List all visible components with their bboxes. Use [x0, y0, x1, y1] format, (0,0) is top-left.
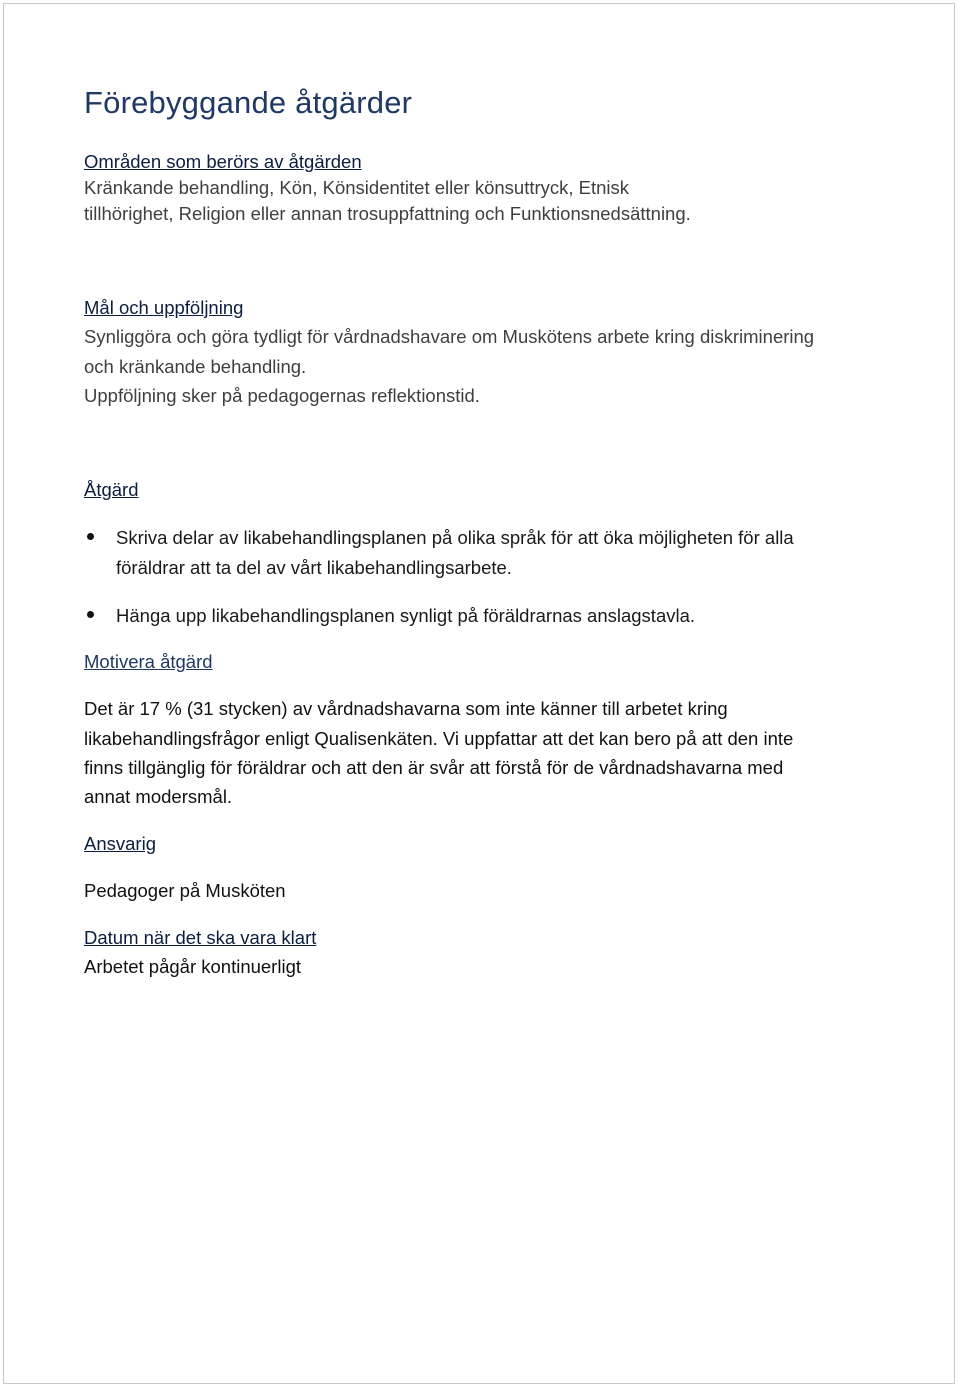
motivera-line-1: Det är 17 % (31 stycken) av vårdnadshavarna som inte känner till arbetet kring — [84, 698, 728, 719]
page-title: Förebyggande åtgärder — [84, 85, 413, 120]
omraden-line-1: Kränkande behandling, Kön, Könsidentitet eller könsuttryck, Etnisk — [84, 177, 630, 198]
section-heading-datum: Datum när det ska vara klart — [84, 927, 317, 948]
section-heading-mal: Mål och uppföljning — [84, 297, 244, 318]
atgard-item-1-line-1: Skriva delar av likabehandlingsplanen på olika språk för att öka möjligheten för alla — [116, 527, 794, 548]
ansvarig-text: Pedagoger på Musköten — [84, 880, 286, 901]
section-heading-ansvarig: Ansvarig — [84, 833, 156, 854]
mal-line-2: och kränkande behandling. — [84, 356, 307, 377]
omraden-line-2: tillhörighet, Religion eller annan trosuppfattning och Funktionsnedsättning. — [84, 203, 691, 224]
section-heading-motivera: Motivera åtgärd — [84, 651, 213, 672]
motivera-line-3: finns tillgänglig för föräldrar och att den är svår att förstå för de vårdnadshavarna med — [84, 757, 784, 778]
bullet-icon — [87, 533, 94, 540]
atgard-item-1-line-2: föräldrar att ta del av vårt likabehandlingsarbete. — [116, 557, 512, 578]
mal-line-3: Uppföljning sker på pedagogernas reflektionstid. — [84, 385, 480, 406]
section-heading-omraden: Områden som berörs av åtgärden — [84, 151, 362, 172]
mal-line-1: Synliggöra och göra tydligt för vårdnadshavare om Muskötens arbete kring diskriminering — [84, 326, 815, 347]
motivera-line-4: annat modersmål. — [84, 786, 233, 807]
atgard-item-2-line-1: Hänga upp likabehandlingsplanen synligt på föräldrarnas anslagstavla. — [116, 605, 696, 626]
datum-text: Arbetet pågår kontinuerligt — [84, 956, 301, 977]
section-heading-atgard: Åtgärd — [84, 479, 139, 500]
bullet-icon — [87, 611, 94, 618]
motivera-line-2: likabehandlingsfrågor enligt Qualisenkäten. Vi uppfattar att det kan bero på att den inte — [84, 728, 794, 749]
